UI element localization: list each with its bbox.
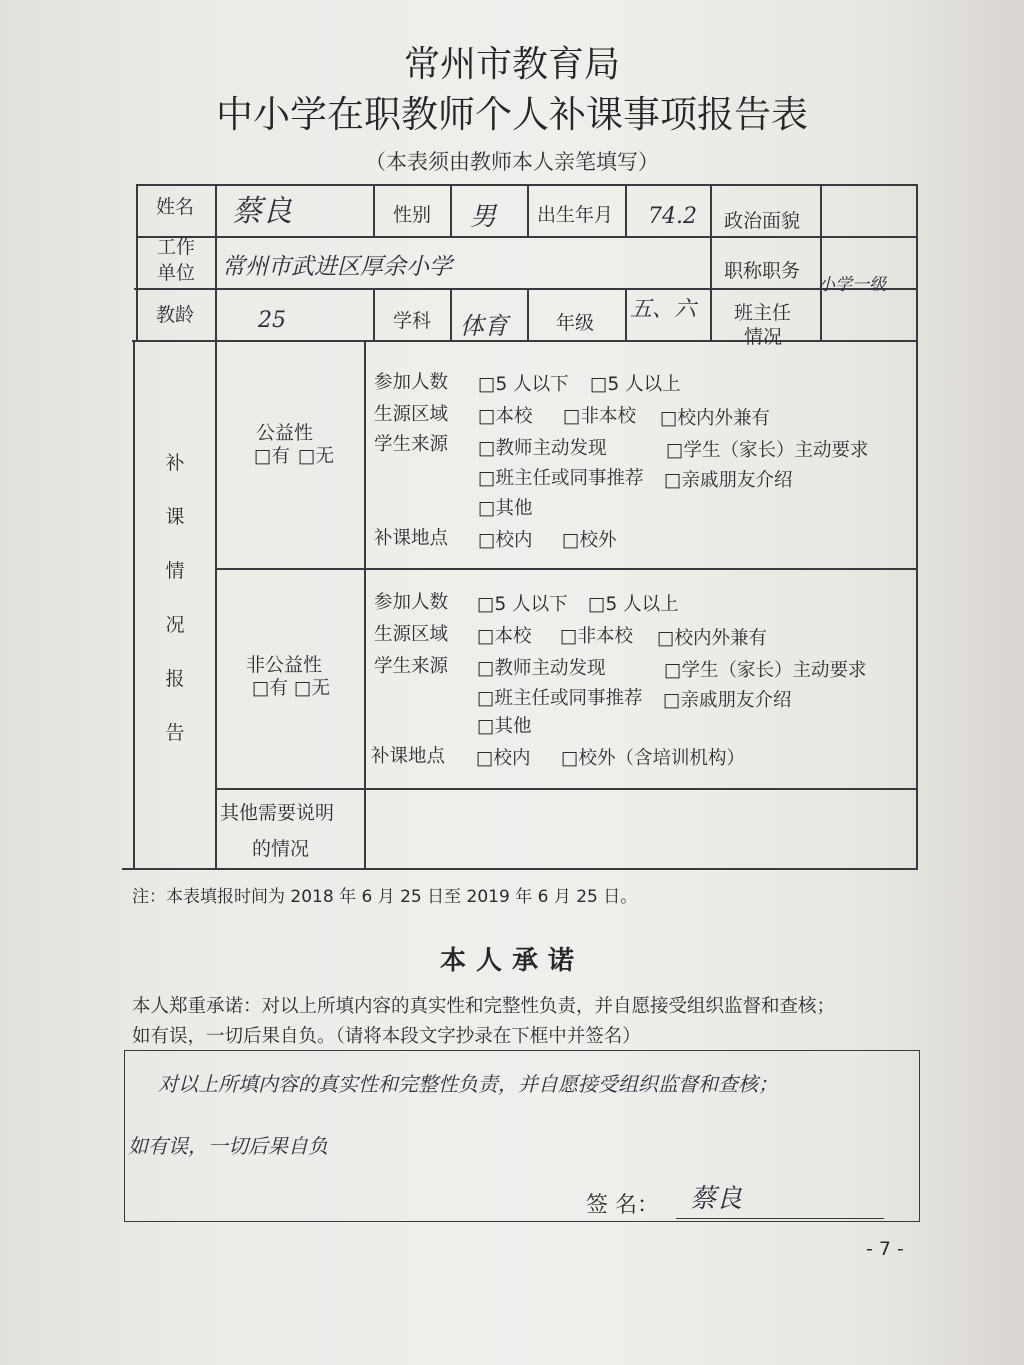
nonpublic-place-opt1[interactable]: □校内 — [476, 748, 531, 769]
professional-title-value: 小学一级 — [818, 275, 886, 295]
nonpublic-none-checkbox[interactable]: □无 — [294, 678, 330, 699]
footnote: 注：本表填报时间为 2018 年 6 月 25 日至 2019 年 6 月 25 日。 — [132, 887, 638, 907]
table-border-bottom — [122, 868, 918, 870]
public-region-label: 生源区域 — [374, 404, 449, 425]
table-col-line — [820, 184, 822, 340]
public-has-checkbox[interactable]: □有 — [254, 446, 290, 467]
table-col-line — [450, 184, 452, 236]
nonpublic-label: 非公益性 — [246, 654, 323, 676]
nonpublic-source-opt3[interactable]: □班主任或同事推荐 — [477, 688, 643, 709]
public-source-opt1[interactable]: □教师主动发现 — [478, 438, 607, 459]
workplace-value: 常州市武进区厚余小学 — [222, 254, 452, 280]
signature-label: 签 名： — [586, 1193, 659, 1218]
public-source-label: 学生来源 — [374, 434, 449, 455]
page-number: - 7 - — [866, 1238, 904, 1260]
pledge-text-line1: 本人郑重承诺：对以上所填内容的真实性和完整性负责，并自愿接受组织监督和查核； — [132, 996, 836, 1017]
nonpublic-count-opt1[interactable]: □5 人以下 — [477, 594, 568, 615]
table-col-line — [450, 288, 452, 340]
grade-label: 年级 — [556, 312, 595, 334]
table-row-line — [215, 788, 918, 790]
table-border-left — [133, 340, 135, 868]
gender-label: 性别 — [393, 204, 432, 226]
nonpublic-region-opt3[interactable]: □校内外兼有 — [657, 628, 767, 649]
subject-value: 体育 — [460, 312, 508, 340]
table-col-line — [625, 288, 627, 340]
birth-label: 出生年月 — [537, 204, 614, 226]
public-source-opt4[interactable]: □亲戚朋友介绍 — [664, 470, 793, 491]
nonpublic-count-opt2[interactable]: □5 人以上 — [588, 594, 679, 615]
nonpublic-place-label: 补课地点 — [371, 746, 446, 767]
table-row-line — [132, 340, 918, 342]
signature-line — [676, 1218, 884, 1219]
public-source-opt2[interactable]: □学生（家长）主动要求 — [666, 440, 869, 461]
public-place-opt1[interactable]: □校内 — [478, 530, 533, 551]
public-none-checkbox[interactable]: □无 — [298, 446, 334, 467]
teaching-years-label: 教龄 — [156, 304, 195, 326]
teaching-years-value: 25 — [258, 308, 286, 333]
public-region-opt1[interactable]: □本校 — [478, 406, 533, 427]
workplace-label-1: 工作 — [157, 236, 196, 258]
public-source-opt3[interactable]: □班主任或同事推荐 — [478, 468, 644, 489]
table-row-line — [134, 288, 918, 290]
table-col-line — [215, 184, 217, 868]
grade-value: 五、六 — [630, 297, 697, 322]
professional-title-label: 职称职务 — [724, 260, 801, 282]
table-col-line — [625, 184, 627, 236]
table-row-line — [136, 236, 918, 238]
public-label: 公益性 — [256, 422, 314, 444]
nonpublic-source-opt4[interactable]: □亲戚朋友介绍 — [663, 690, 792, 711]
report-vertical-label: 补 课 情 况 报 告 — [165, 452, 185, 744]
public-source-opt5[interactable]: □其他 — [478, 498, 533, 519]
pledge-title: 本人承诺 — [439, 946, 584, 976]
page-title: 常州市教育局 — [403, 44, 620, 85]
nonpublic-region-opt2[interactable]: □非本校 — [560, 626, 633, 647]
signature: 蔡良 — [690, 1184, 743, 1214]
nonpublic-source-opt5[interactable]: □其他 — [477, 716, 532, 737]
nonpublic-region-label: 生源区域 — [374, 624, 449, 645]
public-place-opt2[interactable]: □校外 — [562, 530, 617, 551]
public-region-opt2[interactable]: □非本校 — [563, 406, 636, 427]
gender-value: 男 — [470, 202, 497, 232]
public-count-opt2[interactable]: □5 人以上 — [590, 374, 681, 395]
pledge-handwritten-line1: 对以上所填内容的真实性和完整性负责，并自愿接受组织监督和查核； — [158, 1072, 778, 1096]
table-col-line — [373, 184, 375, 236]
public-region-opt3[interactable]: □校内外兼有 — [660, 408, 770, 429]
table-row-line — [215, 568, 918, 570]
table-border-left — [136, 184, 138, 340]
head-teacher-label-2: 情况 — [744, 326, 783, 348]
head-teacher-label-1: 班主任 — [734, 302, 792, 324]
pledge-handwritten-line2: 如有误，一切后果自负 — [128, 1134, 328, 1158]
birth-value: 74.2 — [648, 204, 697, 229]
table-col-line — [527, 184, 529, 236]
nonpublic-source-opt1[interactable]: □教师主动发现 — [477, 658, 606, 679]
page-subtitle: 中小学在职教师个人补课事项报告表 — [216, 93, 808, 136]
nonpublic-region-opt1[interactable]: □本校 — [477, 626, 532, 647]
nonpublic-count-label: 参加人数 — [374, 592, 449, 613]
public-count-label: 参加人数 — [374, 372, 449, 393]
other-notes-label-1: 其他需要说明 — [220, 802, 335, 824]
nonpublic-source-label: 学生来源 — [374, 656, 449, 677]
pledge-text-line2: 如有误，一切后果自负。（请将本段文字抄录在下框中并签名） — [132, 1026, 641, 1047]
workplace-label-2: 单位 — [157, 262, 196, 284]
table-col-line — [710, 184, 712, 236]
fill-instruction: （本表须由教师本人亲笔填写） — [365, 150, 659, 174]
table-border-right — [916, 184, 918, 868]
subject-label: 学科 — [393, 310, 432, 332]
other-notes-label-2: 的情况 — [252, 838, 310, 860]
nonpublic-source-opt2[interactable]: □学生（家长）主动要求 — [664, 660, 867, 681]
table-col-line — [527, 288, 529, 340]
political-label: 政治面貌 — [724, 210, 801, 232]
public-count-opt1[interactable]: □5 人以下 — [478, 374, 569, 395]
table-col-line — [364, 340, 366, 868]
nonpublic-place-opt2[interactable]: □校外（含培训机构） — [561, 748, 745, 769]
table-col-line — [710, 236, 712, 340]
name-value: 蔡良 — [232, 194, 292, 229]
public-place-label: 补课地点 — [374, 528, 449, 549]
nonpublic-has-checkbox[interactable]: □有 — [252, 678, 288, 699]
table-col-line — [373, 288, 375, 340]
name-label: 姓名 — [156, 196, 195, 218]
